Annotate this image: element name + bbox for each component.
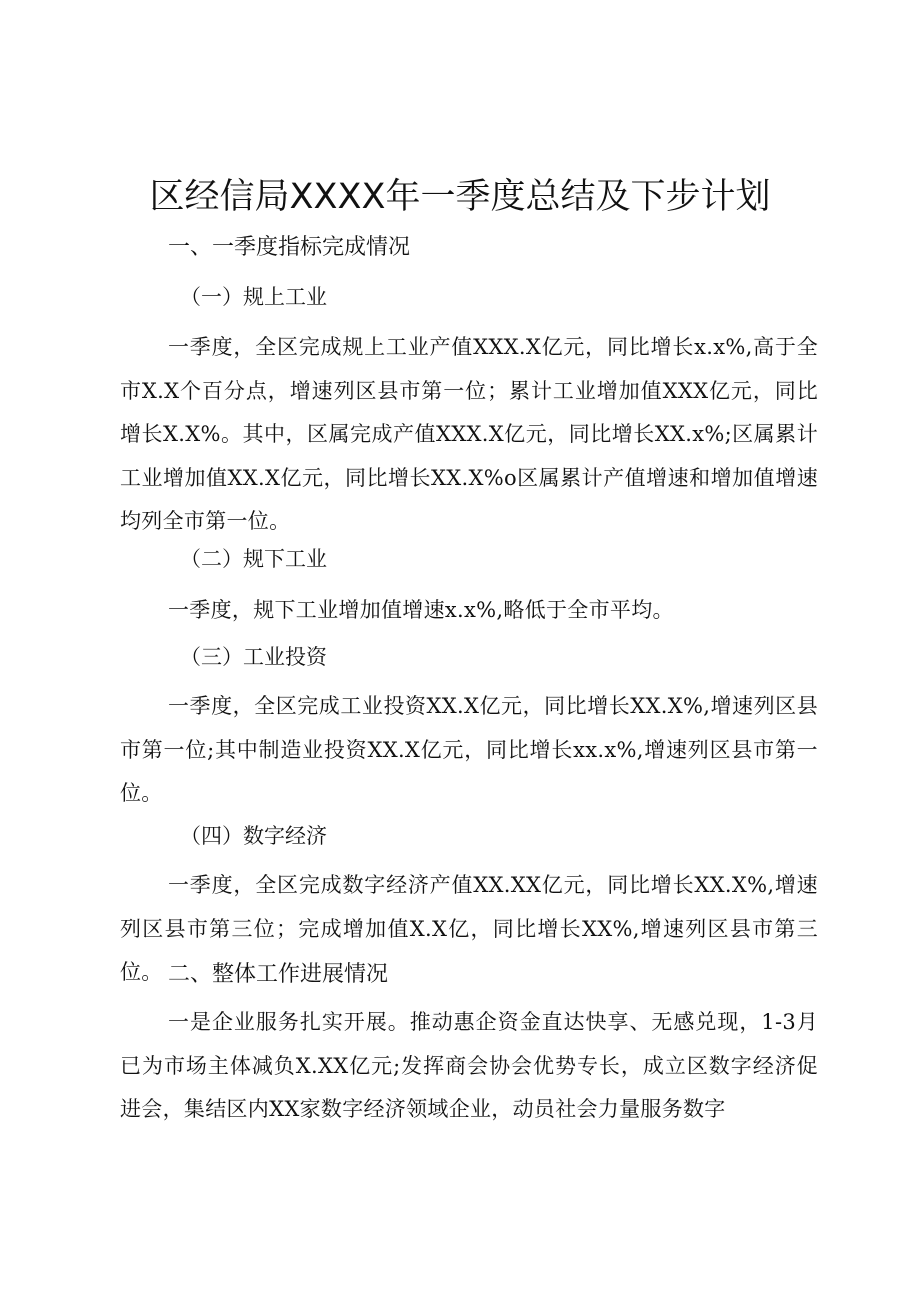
section-heading-work-progress: 二、整体工作进展情况 [168,962,389,987]
subsection-heading-above-scale-industry: （一）规上工业 [180,285,327,309]
paragraph-below-scale-industry: 一季度，规下工业增加值增速x.x%,略低于全市平均。 [168,598,674,622]
section-heading-indicators: 一、一季度指标完成情况 [168,235,411,260]
paragraph-above-scale-industry: 一季度，全区完成规上工业产值XXX.X亿元，同比增长x.x%,高于全市X.X个百分点，增速列区县市第一位；累计工业增加值XXX亿元，同比增长X.X%。其中，区属完成产值XXX.X亿元，同比增长XX.x%;区属累计工业增加值XX.X亿元，同比增长XX.X%o区属累计产值增速和增加值增速均列全市第一位。 [120,335,818,533]
paragraph-work-progress: 一是企业服务扎实开展。推动惠企资金直达快享、无感兑现，1-3月已为市场主体减负X.XX亿元;发挥商会协会优势专长，成立区数字经济促进会，集结区内XX家数字经济领域企业，动员社会力量服务数字 [120,1010,818,1121]
paragraph-industrial-investment: 一季度，全区完成工业投资XX.X亿元，同比增长XX.X%,增速列区县市第一位;其中制造业投资XX.X亿元，同比增长xx.x%,增速列区县市第一位。 [120,694,818,805]
paragraph-digital-economy: 一季度，全区完成数字经济产值XX.XX亿元，同比增长XX.X%,增速列区县市第三位；完成增加值X.X亿，同比增长XX%,增速列区县市第三位。 [120,873,818,984]
subsection-heading-industrial-investment: （三）工业投资 [180,645,327,669]
subsection-heading-digital-economy: （四）数字经济 [180,824,327,848]
subsection-heading-below-scale-industry: （二）规下工业 [180,547,327,571]
document-title: 区经信局XXXX年一季度总结及下步计划 [149,177,771,217]
